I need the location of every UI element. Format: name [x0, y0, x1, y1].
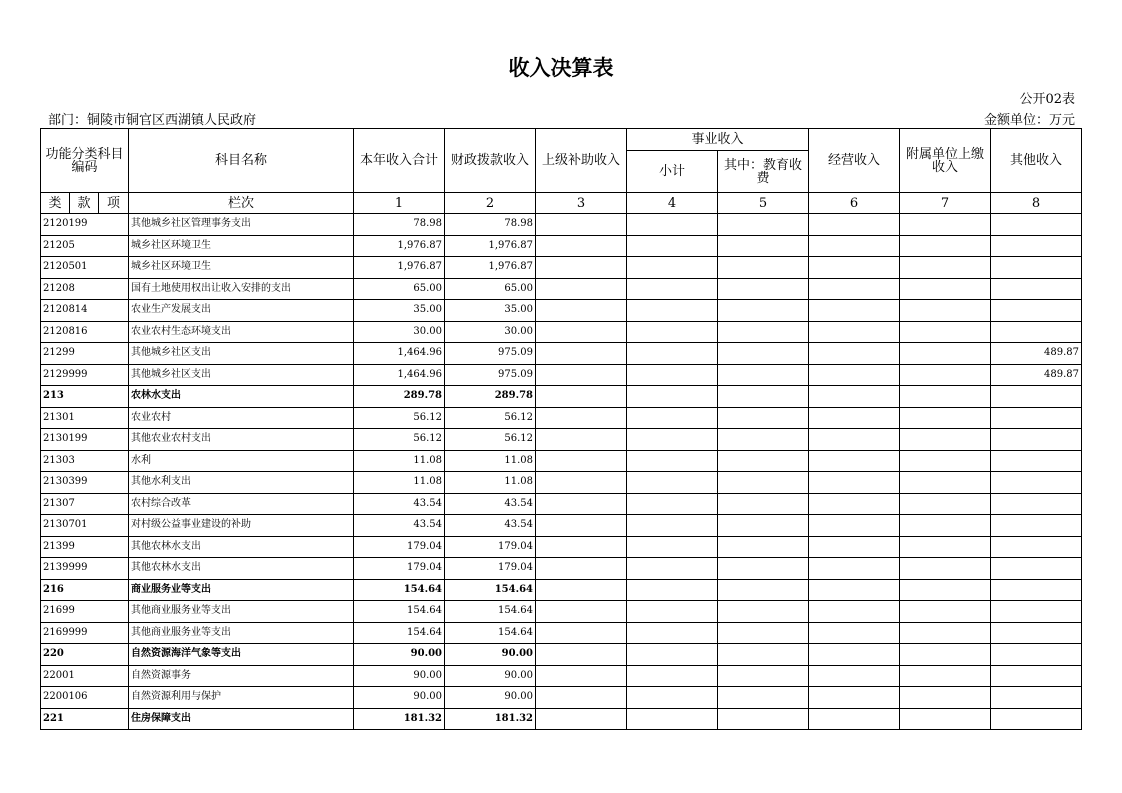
- cell-subject-name: 农业生产发展支出: [129, 300, 354, 322]
- cell-operating: [809, 300, 900, 322]
- cell-code: 213: [41, 386, 129, 408]
- cell-business-subtotal: [627, 364, 718, 386]
- cell-business-subtotal: [627, 644, 718, 666]
- table-row: [41, 300, 1082, 322]
- cell-education: [718, 257, 809, 279]
- cell-affiliated: [900, 536, 991, 558]
- cell-fiscal: 975.09: [445, 343, 536, 365]
- cell-affiliated: [900, 558, 991, 580]
- cell-subject-name: 城乡社区环境卫生: [129, 257, 354, 279]
- cell-business-subtotal: [627, 687, 718, 709]
- cell-superior: [536, 235, 627, 257]
- table-row: [41, 558, 1082, 580]
- cell-affiliated: [900, 708, 991, 730]
- cell-code: 2130399: [41, 472, 129, 494]
- cell-code: 2130199: [41, 429, 129, 451]
- cell-code: 221: [41, 708, 129, 730]
- cell-total: 11.08: [354, 472, 445, 494]
- cell-subject-name: 其他城乡社区管理事务支出: [129, 214, 354, 236]
- cell-fiscal: 154.64: [445, 601, 536, 623]
- col-num: 2: [445, 193, 536, 214]
- col-num: 5: [718, 193, 809, 214]
- cell-other: [991, 278, 1082, 300]
- table-row: [41, 665, 1082, 687]
- cell-subject-name: 自然资源事务: [129, 665, 354, 687]
- cell-code: 21699: [41, 601, 129, 623]
- cell-other: [991, 450, 1082, 472]
- cell-fiscal: 179.04: [445, 536, 536, 558]
- cell-operating: [809, 472, 900, 494]
- cell-subject-name: 农业农村: [129, 407, 354, 429]
- cell-affiliated: [900, 665, 991, 687]
- table-row: [41, 515, 1082, 537]
- cell-superior: [536, 665, 627, 687]
- cell-fiscal: 90.00: [445, 665, 536, 687]
- cell-affiliated: [900, 515, 991, 537]
- cell-business-subtotal: [627, 429, 718, 451]
- table-row: [41, 493, 1082, 515]
- cell-other: [991, 622, 1082, 644]
- cell-other: [991, 386, 1082, 408]
- cell-education: [718, 407, 809, 429]
- table-row: [41, 235, 1082, 257]
- cell-affiliated: [900, 407, 991, 429]
- cell-operating: [809, 601, 900, 623]
- cell-superior: [536, 278, 627, 300]
- cell-fiscal: 65.00: [445, 278, 536, 300]
- cell-business-subtotal: [627, 558, 718, 580]
- header-fiscal: 财政拨款收入: [445, 129, 536, 193]
- cell-code: 2200106: [41, 687, 129, 709]
- cell-fiscal: 289.78: [445, 386, 536, 408]
- cell-total: 90.00: [354, 644, 445, 666]
- cell-superior: [536, 300, 627, 322]
- cell-superior: [536, 450, 627, 472]
- col-num: 3: [536, 193, 627, 214]
- cell-affiliated: [900, 386, 991, 408]
- cell-business-subtotal: [627, 300, 718, 322]
- cell-other: [991, 321, 1082, 343]
- header-subject-name: 科目名称: [129, 129, 354, 193]
- cell-subject-name: 其他商业服务业等支出: [129, 601, 354, 623]
- cell-total: 78.98: [354, 214, 445, 236]
- cell-superior: [536, 343, 627, 365]
- table-row: [41, 644, 1082, 666]
- cell-total: 179.04: [354, 558, 445, 580]
- cell-operating: [809, 622, 900, 644]
- cell-other: [991, 235, 1082, 257]
- cell-superior: [536, 644, 627, 666]
- cell-code: 21208: [41, 278, 129, 300]
- cell-education: [718, 321, 809, 343]
- cell-subject-name: 农业农村生态环境支出: [129, 321, 354, 343]
- department-label: 部门：铜陵市铜官区西湖镇人民政府: [48, 113, 257, 128]
- cell-operating: [809, 450, 900, 472]
- cell-operating: [809, 429, 900, 451]
- cell-fiscal: 1,976.87: [445, 257, 536, 279]
- cell-affiliated: [900, 214, 991, 236]
- cell-operating: [809, 687, 900, 709]
- cell-business-subtotal: [627, 601, 718, 623]
- cell-education: [718, 708, 809, 730]
- col-num: 7: [900, 193, 991, 214]
- cell-code: 2120814: [41, 300, 129, 322]
- cell-total: 35.00: [354, 300, 445, 322]
- cell-business-subtotal: [627, 386, 718, 408]
- cell-superior: [536, 321, 627, 343]
- cell-total: 56.12: [354, 407, 445, 429]
- cell-education: [718, 622, 809, 644]
- cell-business-subtotal: [627, 407, 718, 429]
- cell-superior: [536, 493, 627, 515]
- cell-other: [991, 665, 1082, 687]
- cell-operating: [809, 644, 900, 666]
- table-row: [41, 257, 1082, 279]
- cell-affiliated: [900, 278, 991, 300]
- cell-other: [991, 407, 1082, 429]
- table-row: [41, 579, 1082, 601]
- cell-education: [718, 579, 809, 601]
- cell-code: 21307: [41, 493, 129, 515]
- cell-other: 489.87: [991, 343, 1082, 365]
- cell-total: 154.64: [354, 579, 445, 601]
- cell-total: 90.00: [354, 665, 445, 687]
- header-operating: 经营收入: [809, 129, 900, 193]
- cell-subject-name: 城乡社区环境卫生: [129, 235, 354, 257]
- cell-operating: [809, 536, 900, 558]
- cell-education: [718, 429, 809, 451]
- cell-business-subtotal: [627, 622, 718, 644]
- cell-total: 43.54: [354, 515, 445, 537]
- header-lei: 类: [41, 193, 70, 214]
- cell-education: [718, 493, 809, 515]
- cell-affiliated: [900, 601, 991, 623]
- cell-subject-name: 其他农业农村支出: [129, 429, 354, 451]
- table-row: [41, 214, 1082, 236]
- cell-business-subtotal: [627, 343, 718, 365]
- cell-business-subtotal: [627, 536, 718, 558]
- cell-business-subtotal: [627, 515, 718, 537]
- table-row: [41, 708, 1082, 730]
- cell-total: 154.64: [354, 601, 445, 623]
- cell-fiscal: 181.32: [445, 708, 536, 730]
- cell-other: [991, 601, 1082, 623]
- cell-operating: [809, 558, 900, 580]
- cell-affiliated: [900, 644, 991, 666]
- cell-subject-name: 其他城乡社区支出: [129, 364, 354, 386]
- cell-total: 56.12: [354, 429, 445, 451]
- cell-superior: [536, 386, 627, 408]
- cell-affiliated: [900, 300, 991, 322]
- cell-code: 21205: [41, 235, 129, 257]
- cell-affiliated: [900, 364, 991, 386]
- cell-education: [718, 278, 809, 300]
- table-row: [41, 364, 1082, 386]
- cell-fiscal: 154.64: [445, 579, 536, 601]
- cell-total: 90.00: [354, 687, 445, 709]
- cell-business-subtotal: [627, 493, 718, 515]
- cell-superior: [536, 472, 627, 494]
- cell-business-subtotal: [627, 235, 718, 257]
- cell-affiliated: [900, 235, 991, 257]
- cell-other: [991, 708, 1082, 730]
- cell-affiliated: [900, 622, 991, 644]
- cell-operating: [809, 257, 900, 279]
- cell-business-subtotal: [627, 278, 718, 300]
- col-num: 4: [627, 193, 718, 214]
- cell-superior: [536, 515, 627, 537]
- cell-fiscal: 56.12: [445, 407, 536, 429]
- cell-operating: [809, 407, 900, 429]
- cell-fiscal: 179.04: [445, 558, 536, 580]
- cell-code: 2120816: [41, 321, 129, 343]
- cell-total: 289.78: [354, 386, 445, 408]
- cell-business-subtotal: [627, 665, 718, 687]
- cell-total: 1,464.96: [354, 364, 445, 386]
- cell-superior: [536, 708, 627, 730]
- cell-code: 21301: [41, 407, 129, 429]
- cell-education: [718, 364, 809, 386]
- cell-other: [991, 515, 1082, 537]
- cell-superior: [536, 257, 627, 279]
- cell-code: 220: [41, 644, 129, 666]
- cell-fiscal: 78.98: [445, 214, 536, 236]
- cell-superior: [536, 687, 627, 709]
- cell-affiliated: [900, 429, 991, 451]
- income-table: [40, 128, 1082, 730]
- table-row: [41, 321, 1082, 343]
- cell-subject-name: 国有土地使用权出让收入安排的支出: [129, 278, 354, 300]
- cell-subject-name: 农林水支出: [129, 386, 354, 408]
- cell-operating: [809, 214, 900, 236]
- cell-education: [718, 300, 809, 322]
- table-row: [41, 472, 1082, 494]
- cell-code: 216: [41, 579, 129, 601]
- cell-other: [991, 429, 1082, 451]
- cell-superior: [536, 364, 627, 386]
- cell-operating: [809, 386, 900, 408]
- cell-business-subtotal: [627, 708, 718, 730]
- cell-operating: [809, 321, 900, 343]
- cell-code: 2120199: [41, 214, 129, 236]
- cell-subject-name: 自然资源利用与保护: [129, 687, 354, 709]
- cell-total: 1,976.87: [354, 235, 445, 257]
- cell-operating: [809, 708, 900, 730]
- cell-education: [718, 558, 809, 580]
- cell-education: [718, 386, 809, 408]
- cell-code: 21303: [41, 450, 129, 472]
- header-education: 其中：教育收费: [718, 151, 809, 193]
- cell-total: 181.32: [354, 708, 445, 730]
- cell-superior: [536, 601, 627, 623]
- cell-operating: [809, 515, 900, 537]
- cell-operating: [809, 665, 900, 687]
- cell-other: [991, 300, 1082, 322]
- cell-code: 22001: [41, 665, 129, 687]
- cell-code: 21399: [41, 536, 129, 558]
- cell-operating: [809, 579, 900, 601]
- cell-fiscal: 1,976.87: [445, 235, 536, 257]
- header-xiang: 项: [99, 193, 129, 214]
- cell-fiscal: 90.00: [445, 687, 536, 709]
- col-num: 1: [354, 193, 445, 214]
- header-total: 本年收入合计: [354, 129, 445, 193]
- cell-fiscal: 90.00: [445, 644, 536, 666]
- cell-other: [991, 687, 1082, 709]
- cell-total: 43.54: [354, 493, 445, 515]
- cell-total: 1,464.96: [354, 343, 445, 365]
- cell-total: 30.00: [354, 321, 445, 343]
- table-row: [41, 601, 1082, 623]
- table-row: [41, 278, 1082, 300]
- cell-operating: [809, 493, 900, 515]
- cell-education: [718, 235, 809, 257]
- cell-code: 2130701: [41, 515, 129, 537]
- cell-affiliated: [900, 579, 991, 601]
- cell-total: 154.64: [354, 622, 445, 644]
- table-row: [41, 536, 1082, 558]
- cell-other: [991, 536, 1082, 558]
- cell-superior: [536, 429, 627, 451]
- cell-business-subtotal: [627, 472, 718, 494]
- cell-business-subtotal: [627, 214, 718, 236]
- cell-subject-name: 水利: [129, 450, 354, 472]
- cell-education: [718, 450, 809, 472]
- cell-superior: [536, 622, 627, 644]
- cell-other: 489.87: [991, 364, 1082, 386]
- cell-other: [991, 579, 1082, 601]
- unit-label: 金额单位：万元: [983, 113, 1075, 128]
- cell-subject-name: 对村级公益事业建设的补助: [129, 515, 354, 537]
- cell-superior: [536, 579, 627, 601]
- table-row: [41, 386, 1082, 408]
- cell-operating: [809, 343, 900, 365]
- cell-superior: [536, 536, 627, 558]
- cell-fiscal: 11.08: [445, 472, 536, 494]
- cell-fiscal: 43.54: [445, 515, 536, 537]
- cell-subject-name: 其他水利支出: [129, 472, 354, 494]
- col-num: 6: [809, 193, 900, 214]
- cell-fiscal: 30.00: [445, 321, 536, 343]
- cell-other: [991, 472, 1082, 494]
- cell-affiliated: [900, 321, 991, 343]
- table-row: [41, 450, 1082, 472]
- header-superior: 上级补助收入: [536, 129, 627, 193]
- cell-superior: [536, 558, 627, 580]
- cell-education: [718, 536, 809, 558]
- cell-affiliated: [900, 472, 991, 494]
- cell-fiscal: 154.64: [445, 622, 536, 644]
- cell-other: [991, 493, 1082, 515]
- cell-subject-name: 其他农林水支出: [129, 558, 354, 580]
- cell-fiscal: 43.54: [445, 493, 536, 515]
- cell-code: 2120501: [41, 257, 129, 279]
- cell-operating: [809, 364, 900, 386]
- cell-subject-name: 其他商业服务业等支出: [129, 622, 354, 644]
- table-row: [41, 687, 1082, 709]
- header-business: 事业收入: [627, 129, 809, 151]
- cell-business-subtotal: [627, 450, 718, 472]
- table-row: [41, 343, 1082, 365]
- cell-subject-name: 其他城乡社区支出: [129, 343, 354, 365]
- cell-superior: [536, 214, 627, 236]
- cell-other: [991, 214, 1082, 236]
- cell-subject-name: 住房保障支出: [129, 708, 354, 730]
- header-func-code: 功能分类科目编码: [41, 129, 129, 193]
- header-other: 其他收入: [991, 129, 1082, 193]
- table-row: [41, 407, 1082, 429]
- cell-affiliated: [900, 450, 991, 472]
- cell-subject-name: 农村综合改革: [129, 493, 354, 515]
- cell-total: 65.00: [354, 278, 445, 300]
- cell-code: 2169999: [41, 622, 129, 644]
- table-row: [41, 622, 1082, 644]
- cell-fiscal: 11.08: [445, 450, 536, 472]
- cell-business-subtotal: [627, 579, 718, 601]
- cell-fiscal: 56.12: [445, 429, 536, 451]
- cell-business-subtotal: [627, 257, 718, 279]
- col-num: 8: [991, 193, 1082, 214]
- cell-other: [991, 644, 1082, 666]
- cell-code: 21299: [41, 343, 129, 365]
- cell-subject-name: 自然资源海洋气象等支出: [129, 644, 354, 666]
- cell-education: [718, 214, 809, 236]
- cell-total: 179.04: [354, 536, 445, 558]
- cell-fiscal: 975.09: [445, 364, 536, 386]
- cell-education: [718, 343, 809, 365]
- header-affiliated: 附属单位上缴收入: [900, 129, 991, 193]
- header-subtotal: 小计: [627, 151, 718, 193]
- cell-subject-name: 其他农林水支出: [129, 536, 354, 558]
- cell-education: [718, 687, 809, 709]
- cell-education: [718, 644, 809, 666]
- form-number: 公开02表: [1019, 92, 1075, 107]
- cell-operating: [809, 235, 900, 257]
- page-title: 收入决算表: [508, 56, 614, 80]
- cell-education: [718, 601, 809, 623]
- cell-operating: [809, 278, 900, 300]
- cell-affiliated: [900, 343, 991, 365]
- cell-total: 11.08: [354, 450, 445, 472]
- cell-education: [718, 515, 809, 537]
- header-kuan: 款: [70, 193, 99, 214]
- header-lanci: 栏次: [129, 193, 354, 214]
- cell-fiscal: 35.00: [445, 300, 536, 322]
- cell-education: [718, 472, 809, 494]
- cell-total: 1,976.87: [354, 257, 445, 279]
- cell-affiliated: [900, 493, 991, 515]
- cell-code: 2139999: [41, 558, 129, 580]
- cell-other: [991, 257, 1082, 279]
- cell-business-subtotal: [627, 321, 718, 343]
- cell-affiliated: [900, 687, 991, 709]
- cell-education: [718, 665, 809, 687]
- cell-code: 2129999: [41, 364, 129, 386]
- cell-affiliated: [900, 257, 991, 279]
- table-row: [41, 429, 1082, 451]
- cell-subject-name: 商业服务业等支出: [129, 579, 354, 601]
- cell-other: [991, 558, 1082, 580]
- cell-superior: [536, 407, 627, 429]
